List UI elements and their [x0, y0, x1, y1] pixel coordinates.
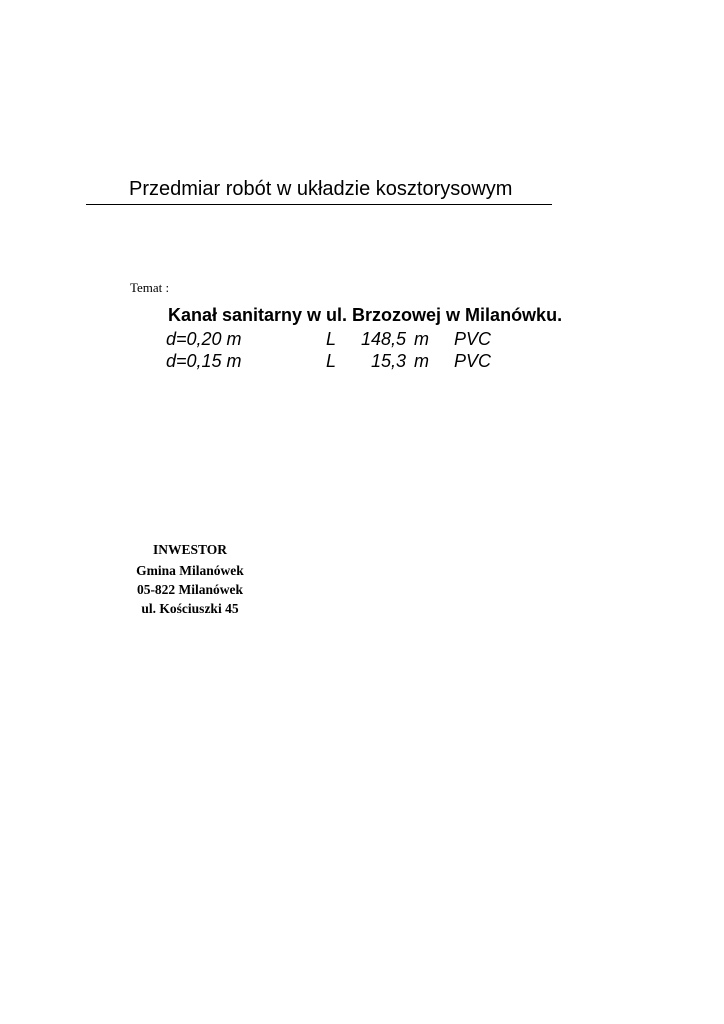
spec-diameter: d=0,15 m: [166, 351, 242, 371]
spec-material: PVC: [454, 351, 492, 371]
investor-street: ul. Kościuszki 45: [141, 601, 239, 616]
investor-name: Gmina Milanówek: [136, 563, 244, 578]
spec-length-symbol: L: [326, 329, 337, 349]
document-title: Przedmiar robót w układzie kosztorysowym: [129, 178, 513, 200]
investor-postal: 05-822 Milanówek: [136, 582, 244, 597]
subject-heading: Kanał sanitarny w ul. Brzozowej w Milanówku.: [168, 305, 563, 325]
investor-heading: INWESTOR: [152, 542, 228, 557]
spec-diameter: d=0,20 m: [166, 329, 242, 349]
spec-length-symbol: L: [326, 351, 337, 371]
document-title-block: [86, 176, 552, 205]
spec-length: 15,3: [370, 351, 406, 371]
spec-material: PVC: [454, 329, 492, 349]
spec-row: [166, 328, 526, 350]
spec-row: [166, 350, 526, 372]
investor-block: [100, 540, 280, 618]
temat-label: Temat :: [130, 280, 170, 295]
spec-length: 148,5: [360, 329, 406, 349]
spec-unit: m: [414, 329, 429, 349]
spec-unit: m: [414, 351, 429, 371]
